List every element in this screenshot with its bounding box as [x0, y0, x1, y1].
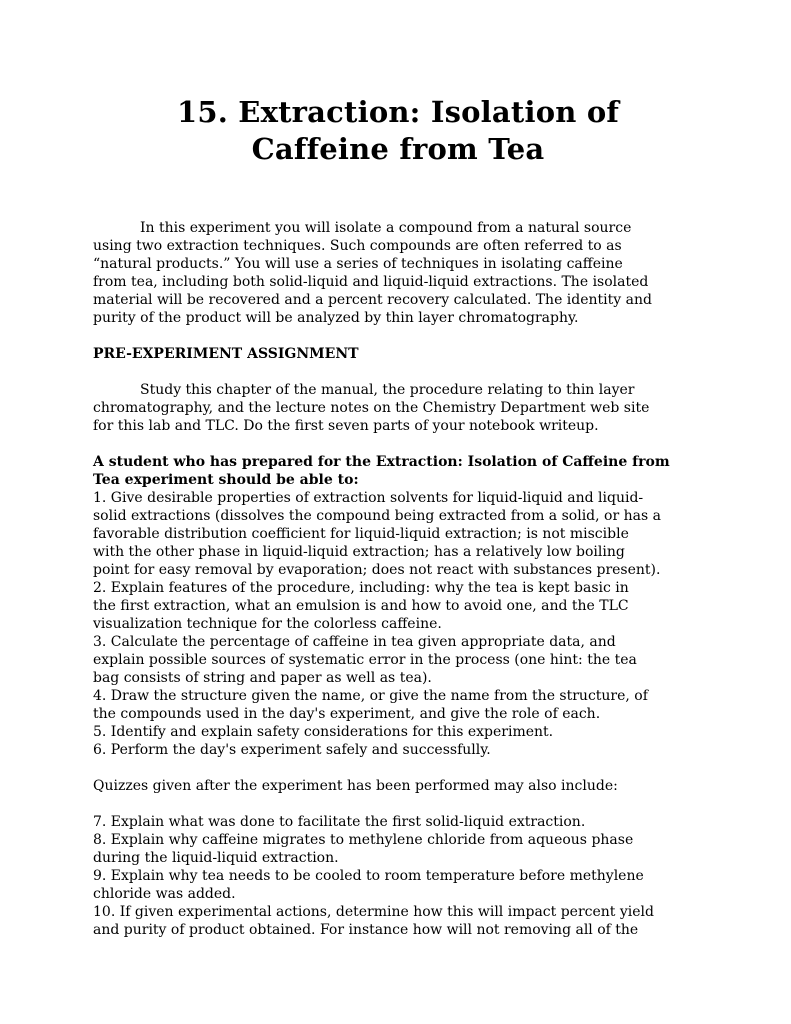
quizzes-intro: Quizzes given after the experiment has been performed may also include: [93, 778, 618, 794]
objective-line: 6. Perform the day's experiment safely and successfully. [93, 742, 491, 758]
title-line-2: Caffeine from Tea [251, 132, 545, 166]
objective-line: the first extraction, what an emulsion is and how to avoid one, and the TLC [93, 598, 629, 614]
pre-experiment-line: Study this chapter of the manual, the procedure relating to thin layer [140, 382, 635, 398]
quiz-line: 7. Explain what was done to facilitate the first solid-liquid extraction. [93, 814, 586, 830]
quiz-line: and purity of product obtained. For instance how will not removing all of the [93, 922, 639, 938]
objective-line: bag consists of string and paper as well as tea). [93, 670, 432, 686]
document-page [93, 94, 703, 939]
objective-line: favorable distribution coefficient for liquid-liquid extraction; is not miscible [93, 526, 629, 542]
intro-line: “natural products.” You will use a series of techniques in isolating caffeine [93, 256, 623, 272]
quiz-line: 9. Explain why tea needs to be cooled to room temperature before methylene [93, 868, 644, 884]
quiz-line: chloride was added. [93, 886, 236, 902]
objective-line: 1. Give desirable properties of extraction solvents for liquid-liquid and liquid- [93, 490, 644, 506]
objective-line: explain possible sources of systematic error in the process (one hint: the tea [93, 652, 637, 668]
pre-experiment-line: for this lab and TLC. Do the first seven parts of your notebook writeup. [93, 418, 599, 434]
objective-line: point for easy removal by evaporation; does not react with substances present). [93, 562, 661, 578]
objective-line: 4. Draw the structure given the name, or give the name from the structure, of [93, 688, 648, 704]
objectives-heading-line-2: Tea experiment should be able to: [93, 472, 359, 488]
objectives-heading [93, 453, 703, 489]
quiz-line: 8. Explain why caffeine migrates to methylene chloride from aqueous phase [93, 832, 634, 848]
intro-line: from tea, including both solid-liquid and liquid-liquid extractions. The isolated [93, 274, 649, 290]
objective-line: the compounds used in the day's experiment, and give the role of each. [93, 706, 601, 722]
intro-line: using two extraction techniques. Such compounds are often referred to as [93, 238, 622, 254]
intro-line: material will be recovered and a percent recovery calculated. The identity and [93, 292, 652, 308]
quizzes-list [93, 813, 703, 939]
objective-line: solid extractions (dissolves the compound being extracted from a solid, or has a [93, 508, 661, 524]
intro-paragraph [93, 219, 703, 327]
intro-line: In this experiment you will isolate a compound from a natural source [140, 220, 632, 236]
objective-line: 3. Calculate the percentage of caffeine in tea given appropriate data, and [93, 634, 616, 650]
objective-line: visualization technique for the colorless caffeine. [93, 616, 442, 632]
title-line-1: 15. Extraction: Isolation of [176, 95, 620, 129]
pre-experiment-heading: PRE-EXPERIMENT ASSIGNMENT [93, 346, 359, 362]
objective-line: 5. Identify and explain safety considerations for this experiment. [93, 724, 554, 740]
quiz-line: during the liquid-liquid extraction. [93, 850, 339, 866]
objective-line: with the other phase in liquid-liquid extraction; has a relatively low boiling [93, 544, 625, 560]
intro-line: purity of the product will be analyzed by thin layer chromatography. [93, 310, 579, 326]
pre-experiment-line: chromatography, and the lecture notes on the Chemistry Department web site [93, 400, 650, 416]
objective-line: 2. Explain features of the procedure, including: why the tea is kept basic in [93, 580, 629, 596]
quiz-line: 10. If given experimental actions, determine how this will impact percent yield [93, 904, 654, 920]
objectives-heading-line-1: A student who has prepared for the Extraction: Isolation of Caffeine from [93, 454, 670, 470]
objectives-list [93, 489, 703, 759]
page-title [93, 94, 703, 168]
pre-experiment-paragraph [93, 381, 703, 435]
